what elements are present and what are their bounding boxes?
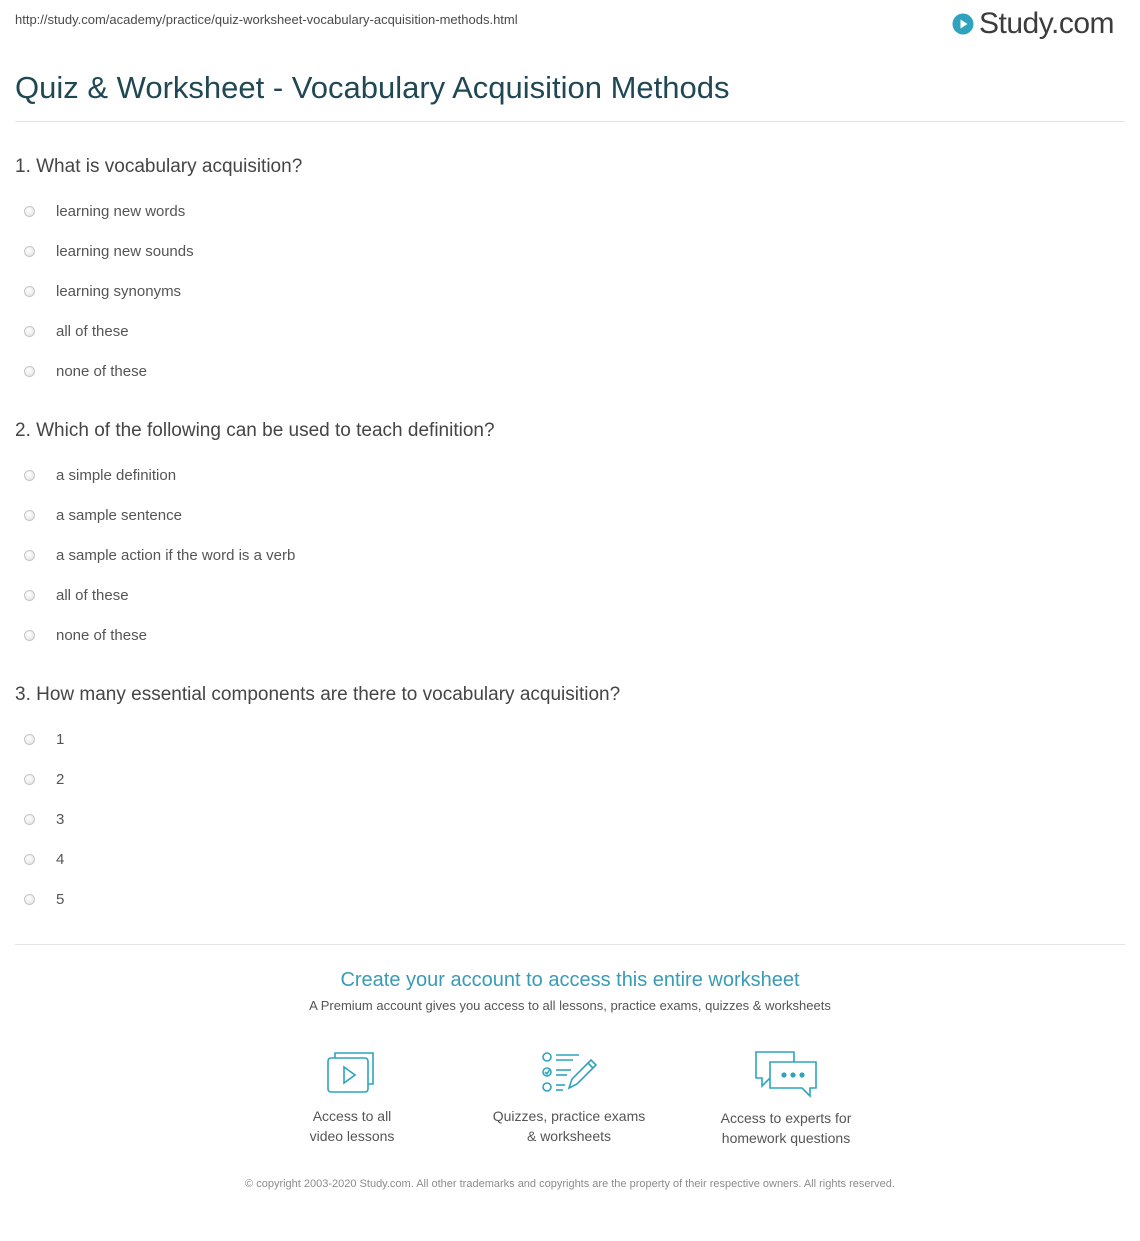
answer-option[interactable] [15,191,1125,231]
page-url[interactable]: http://study.com/academy/practice/quiz-worksheet-vocabulary-acquisition-methods.html [15,12,518,27]
feature-label: Access to experts for homework questions [720,1110,852,1146]
radio-button[interactable] [24,854,35,865]
chat-bubbles-icon [754,1048,818,1098]
answer-label: a sample action if the word is a verb [56,546,296,564]
video-lessons-icon [325,1048,379,1096]
answer-label: learning new sounds [56,242,194,260]
radio-button[interactable] [24,550,35,561]
answer-option[interactable] [15,615,1125,655]
answer-label: a simple definition [56,466,177,484]
logo-text: Study.com [979,7,1114,40]
radio-button[interactable] [24,246,35,257]
answer-label: 3 [56,810,65,828]
feature-label: Access to all video lessons [309,1108,395,1144]
radio-button[interactable] [24,894,35,905]
radio-button[interactable] [24,510,35,521]
answer-option[interactable] [15,495,1125,535]
signup-cta [0,966,1140,1013]
divider [15,944,1125,945]
question-3 [15,683,1125,919]
radio-button[interactable] [24,326,35,337]
radio-button[interactable] [24,774,35,785]
feature-label: Quizzes, practice exams & worksheets [492,1108,646,1144]
answer-option[interactable] [15,231,1125,271]
feature-video-lessons [252,1048,452,1146]
page-title: Quiz & Worksheet - Vocabulary Acquisition Methods [15,70,730,105]
answer-label: all of these [56,322,129,340]
radio-button[interactable] [24,590,35,601]
feature-quizzes [469,1048,669,1146]
radio-button[interactable] [24,630,35,641]
play-circle-icon [952,13,974,35]
cta-subtitle: A Premium account gives you access to all lessons, practice exams, quizzes & worksheets [309,998,831,1013]
answer-option[interactable] [15,575,1125,615]
answer-option[interactable] [15,351,1125,391]
answer-option[interactable] [15,879,1125,919]
answer-label: learning synonyms [56,282,182,300]
radio-button[interactable] [24,206,35,217]
answer-label: all of these [56,586,129,604]
radio-button[interactable] [24,286,35,297]
answer-option[interactable] [15,799,1125,839]
copyright-notice: © copyright 2003-2020 Study.com. All other trademarks and copyrights are the property of their respective owners. All rights reserved. [245,1178,895,1190]
answer-label: 1 [56,730,65,748]
answer-label: none of these [56,362,147,380]
answer-option[interactable] [15,719,1125,759]
answer-label: 5 [56,890,65,908]
question-1 [15,155,1125,391]
question-text: 3. How many essential components are there to vocabulary acquisition? [15,684,621,705]
answer-label: 4 [56,850,65,868]
divider [15,121,1125,122]
study-logo[interactable] [952,8,1114,40]
radio-button[interactable] [24,366,35,377]
answer-option[interactable] [15,271,1125,311]
question-text: 2. Which of the following can be used to teach definition? [15,420,495,441]
top-bar [0,0,1140,50]
radio-button[interactable] [24,734,35,745]
question-text: 1. What is vocabulary acquisition? [15,156,303,177]
answer-label: 2 [56,770,65,788]
answer-label: learning new words [56,202,186,220]
answer-label: a sample sentence [56,506,182,524]
radio-button[interactable] [24,814,35,825]
answer-label: none of these [56,626,147,644]
radio-button[interactable] [24,470,35,481]
feature-experts [686,1048,886,1148]
answer-option[interactable] [15,759,1125,799]
answer-option[interactable] [15,535,1125,575]
quiz-checklist-icon [541,1048,597,1096]
answer-option[interactable] [15,839,1125,879]
question-2 [15,419,1125,655]
answer-option[interactable] [15,455,1125,495]
answer-option[interactable] [15,311,1125,351]
cta-title-link[interactable]: Create your account to access this entire worksheet [340,969,800,991]
